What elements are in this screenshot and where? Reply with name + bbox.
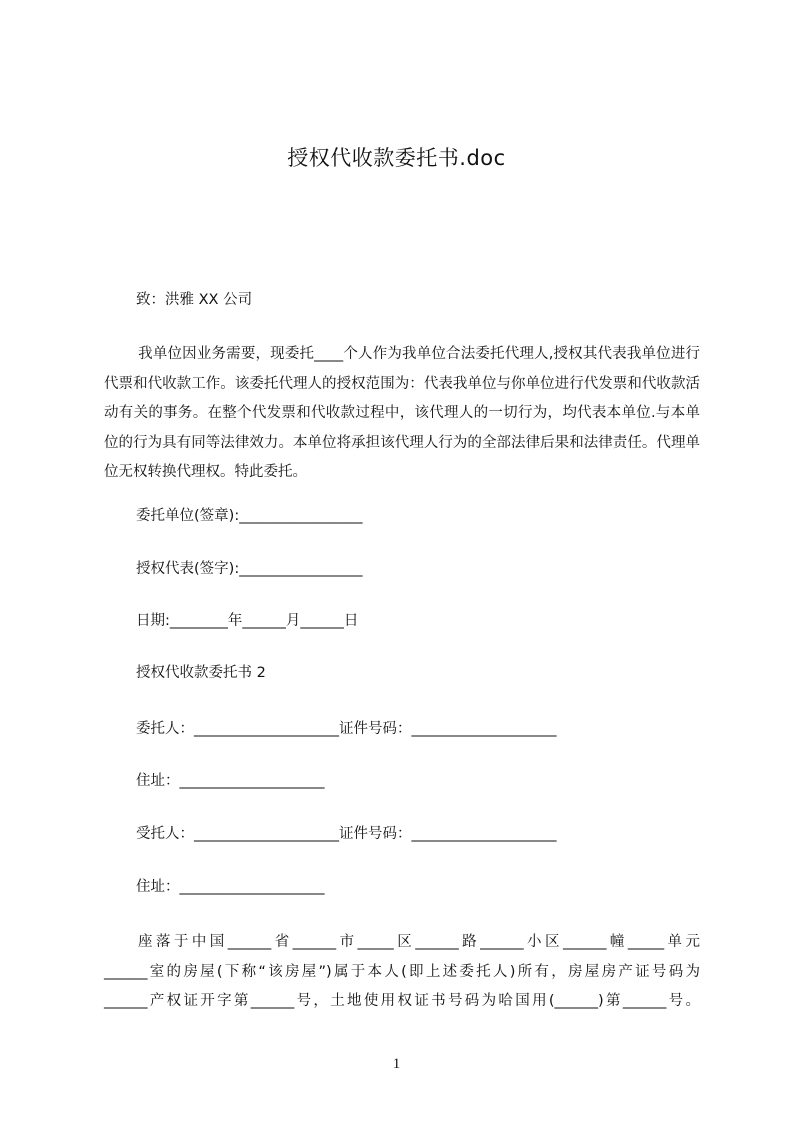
body-paragraph — [104, 340, 700, 488]
entrusting-unit-field: 委托单位(签章):_________________ — [136, 508, 363, 524]
property-line: ______产权证开字第______号，土地使用权证书号码为哈国用(______)第______号。 — [104, 993, 700, 1009]
authorized-rep-field: 授权代表(签字):_________________ — [136, 561, 363, 577]
section2-title: 授权代收款委托书 2 — [136, 665, 266, 681]
body-paragraph-text: 我单位因业务需要，现委托____个人作为我单位合法委托代理人,授权其代表我单位进行代票和代收款工作。该委托代理人的授权范围为：代表我单位与你单位进行代发票和代收款活动有关的事务。在整个代发票和代收款过程中，该代理人的一切行为，均代表本单位.与本单位的行为具有同等法律效力。本单位将承担该代理人行为的全部法律后果和法律责任。代理单位无权转换代理权。特此委托。 — [104, 346, 700, 480]
property-paragraph — [104, 928, 700, 1017]
salutation: 致：洪雅 XX 公司 — [136, 292, 253, 308]
date-field: 日期:________年______月______日 — [136, 613, 359, 629]
agent-field: 受托人：____________________证件号码：____________________ — [136, 826, 557, 842]
property-line: 座落于中国______省______市_____区______路______小区______幢_____单元 — [138, 934, 700, 950]
principal-field: 委托人：____________________证件号码：____________________ — [136, 721, 557, 737]
page-number: 1 — [392, 1056, 401, 1072]
property-line: ______室的房屋(下称“该房屋”)属于本人(即上述委托人)所有，房屋房产证号码为 — [104, 963, 700, 980]
principal-address-field: 住址：____________________ — [136, 773, 325, 789]
document-title: 授权代收款委托书.doc — [287, 146, 506, 170]
agent-address-field: 住址：____________________ — [136, 879, 325, 895]
